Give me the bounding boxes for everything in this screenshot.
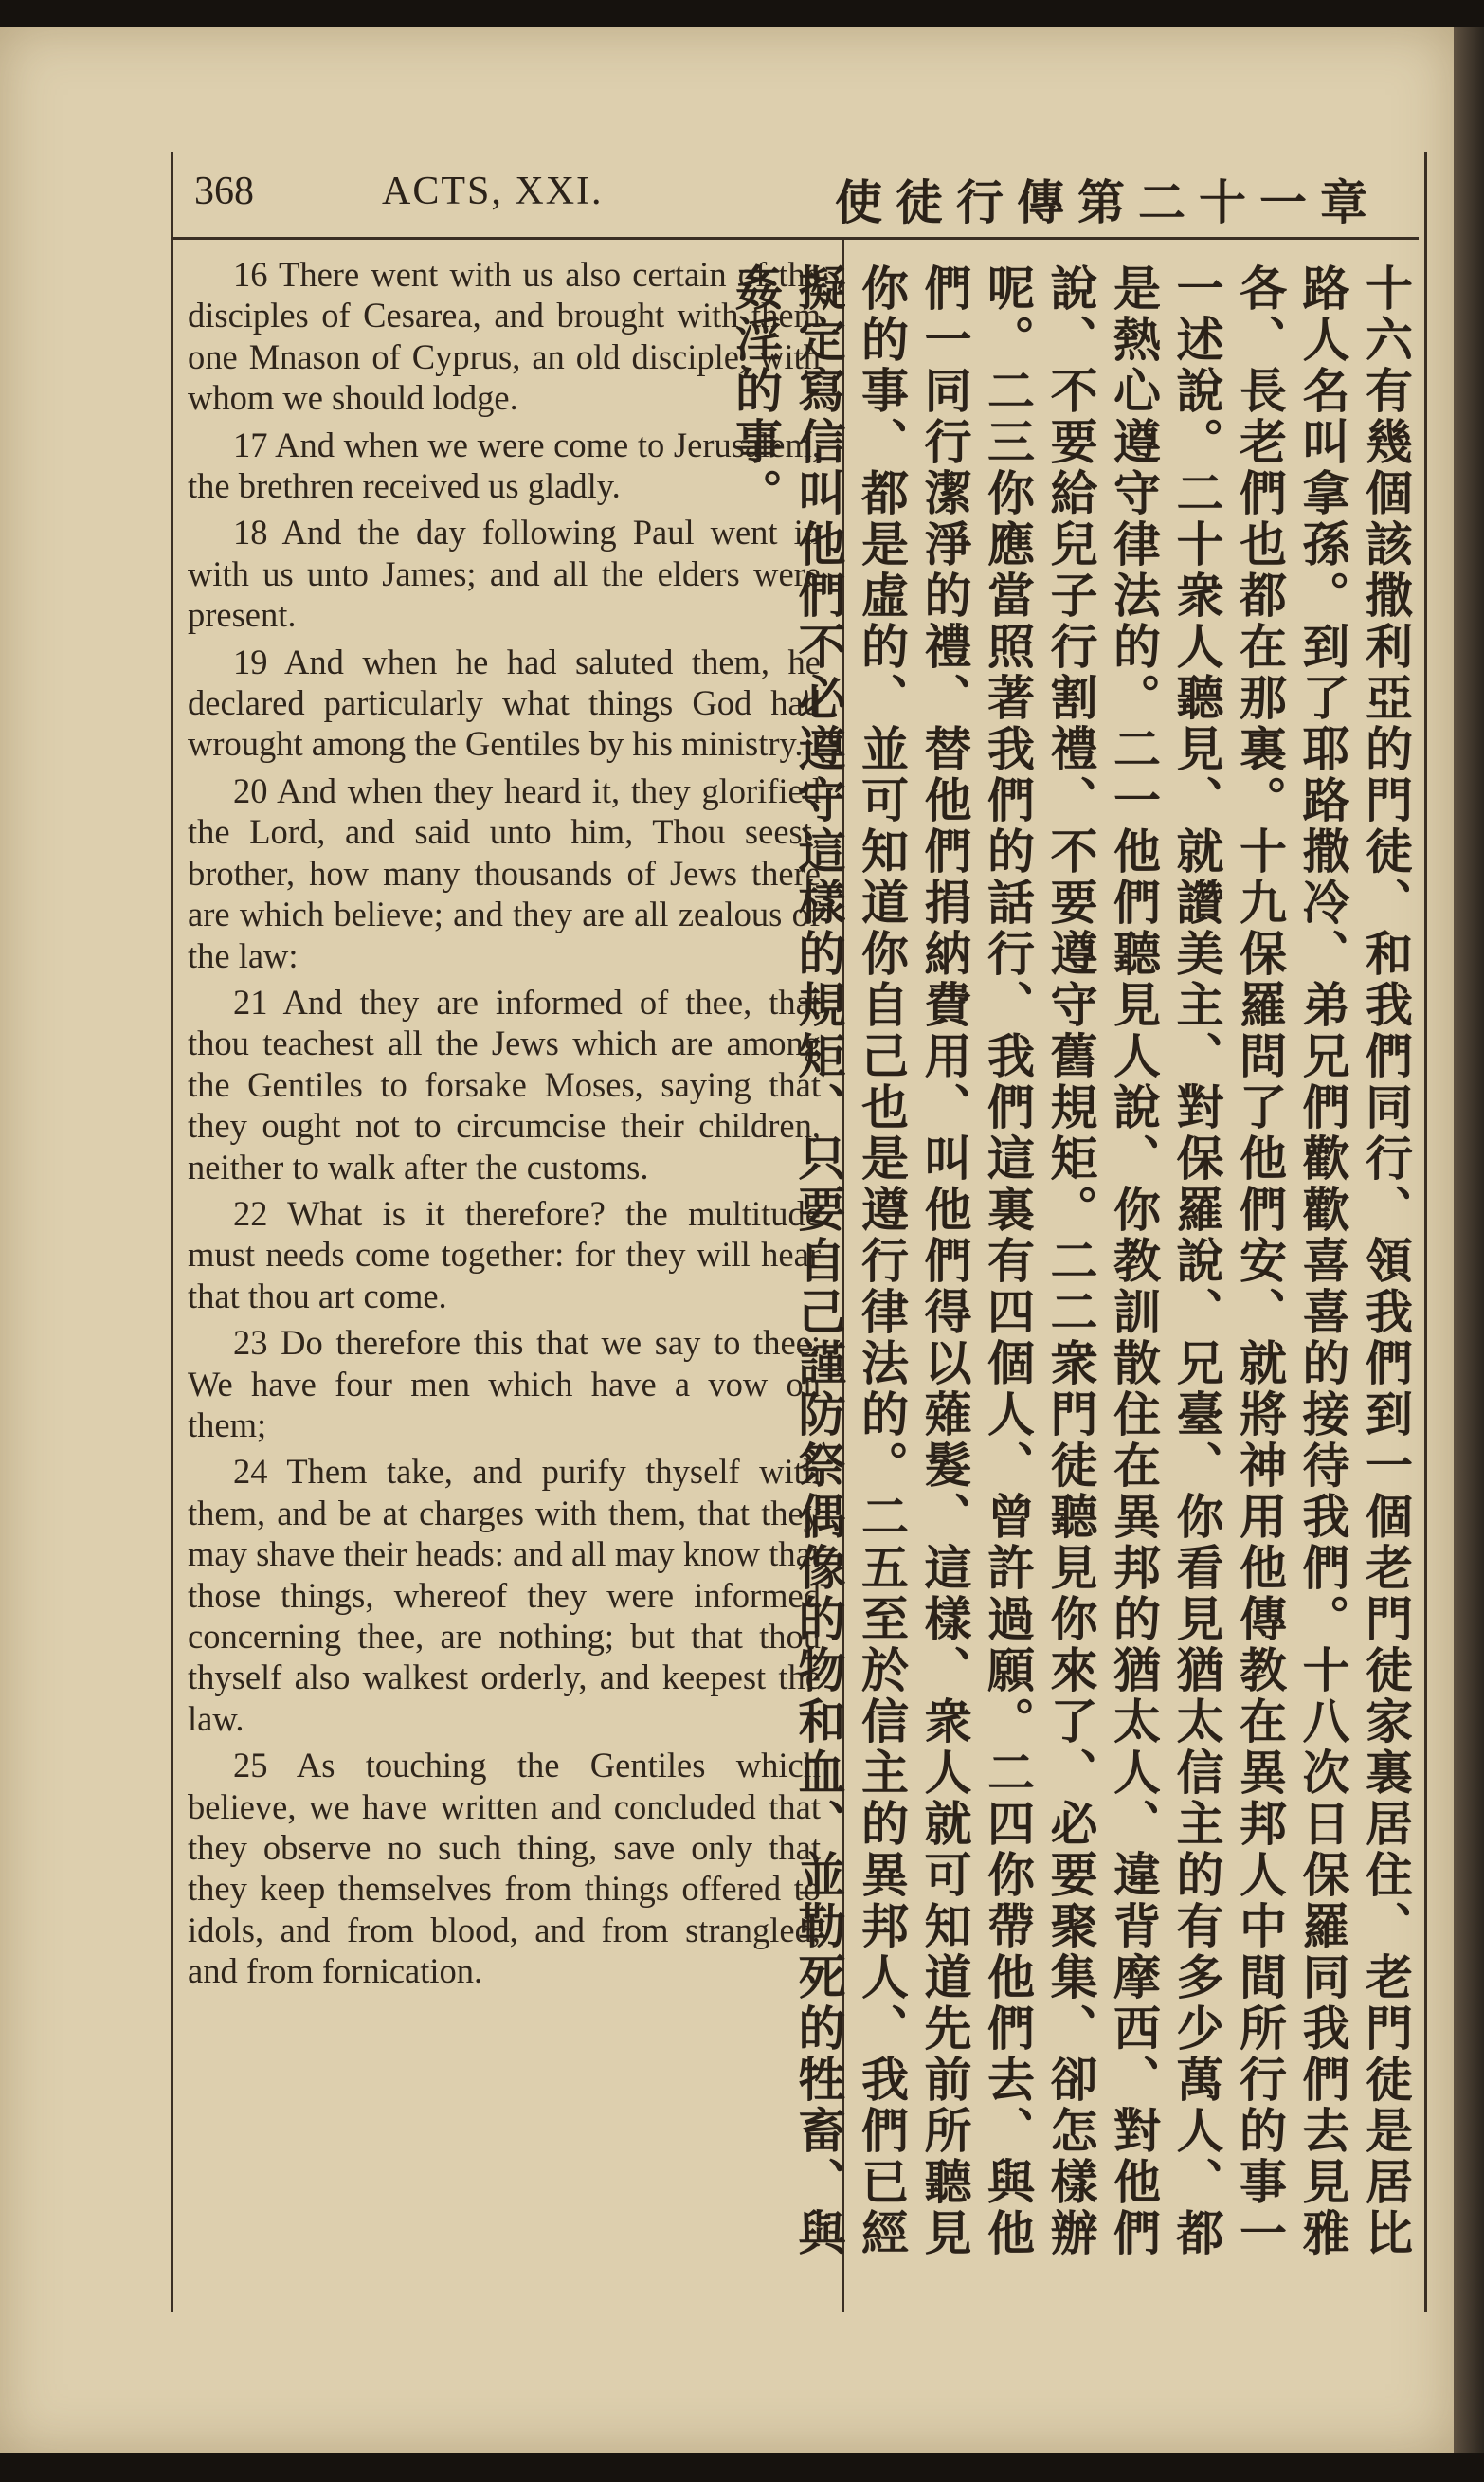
page-number: 368	[194, 170, 254, 213]
chinese-column: 十六有幾個該撒利亞的門徒、和我們同行、領我們到一個老門徒家裏居住、老門徒是居比路人名叫拿孫。到了耶路撒冷、弟兄們歡歡喜喜的接待我們。十八次日保羅同我們去見雅各、長老們也都在那裏。十九保羅問了他們安、就將神用他傳教在異邦人中間所行的事一一述說。二十衆人聽見、就讚美主、對保羅說、兄臺、你看見猶太信主的有多少萬人、都是熱心遵守律法的。二一他們聽見人說、你教訓散住在異邦的猶太人、違背摩西、對他們說、不要給兒子行割禮、不要遵守舊規矩。二二衆門徒聽見你來了、必要聚集、卻怎樣辦呢。二三你應當照著我們的話行、我們這裏有四個人、曾許過願。二四你帶他們去、與他們一同行潔淨的禮、替他們捐納費用、叫他們得以薙髮、這樣、衆人就可知道先前所聽見你的事、都是虛的、並可知道你自己也是遵行律法的。二五至於信主的異邦人、我們已經擬定寫信叫他們不必遵守這樣的規矩、只要自己謹防祭偶像的物和血、並勒死的牲畜、與姦淫的事。	[728, 263, 1413, 2259]
verse-22: 22 What is it therefore? the multitude must needs come together: for they will hear that thou art come.	[188, 1193, 821, 1315]
verse-20: 20 And when they heard it, they glorified the Lord, and said unto him, Thou seest, brother, how many thousands of Jews there are which believe; and they are all zealous of the law:	[188, 770, 821, 975]
verse-16: 16 There went with us also certain of the disciples of Cesarea, and brought with them one Mnason of Cyprus, an old disciple, with whom we should lodge.	[188, 255, 821, 418]
book-title: ACTS, XXI.	[382, 170, 604, 213]
verse-19: 19 And when he had saluted them, he declared particularly what things God had wrought among the Gentiles by his ministry.	[188, 642, 821, 764]
verse-23: 23 Do therefore this that we say to thee: We have four men which have a vow on them;	[188, 1323, 821, 1444]
page-header	[173, 152, 1419, 240]
verse-18: 18 And the day following Paul went in with us unto James; and all the elders were present.	[188, 513, 821, 635]
chinese-chapter-title: 使徒行傳第二十一章	[835, 175, 1381, 230]
verse-21: 21 And they are informed of thee, that thou teachest all the Jews which are among the Gentiles to forsake Moses, saying that they ought not to circumcise their children, neither to walk after the customs.	[188, 982, 821, 1187]
verse-24: 24 Them take, and purify thyself with them, and be at charges with them, that they may shave their heads: and all may know that those things, whereof they were informed concerning thee, are nothing; but that thou thyself also walkest orderly, and keepest the law.	[188, 1452, 821, 1738]
verse-17: 17 And when we were come to Jerusalem, the brethren received us gladly.	[188, 425, 821, 506]
book-binding	[1454, 27, 1484, 2453]
verse-25: 25 As touching the Gentiles which believe, we have written and concluded that they observe no such thing, save only that they keep themselves from things offered to idols, and from blood, and from strangled, and from fornication.	[188, 1746, 821, 1991]
